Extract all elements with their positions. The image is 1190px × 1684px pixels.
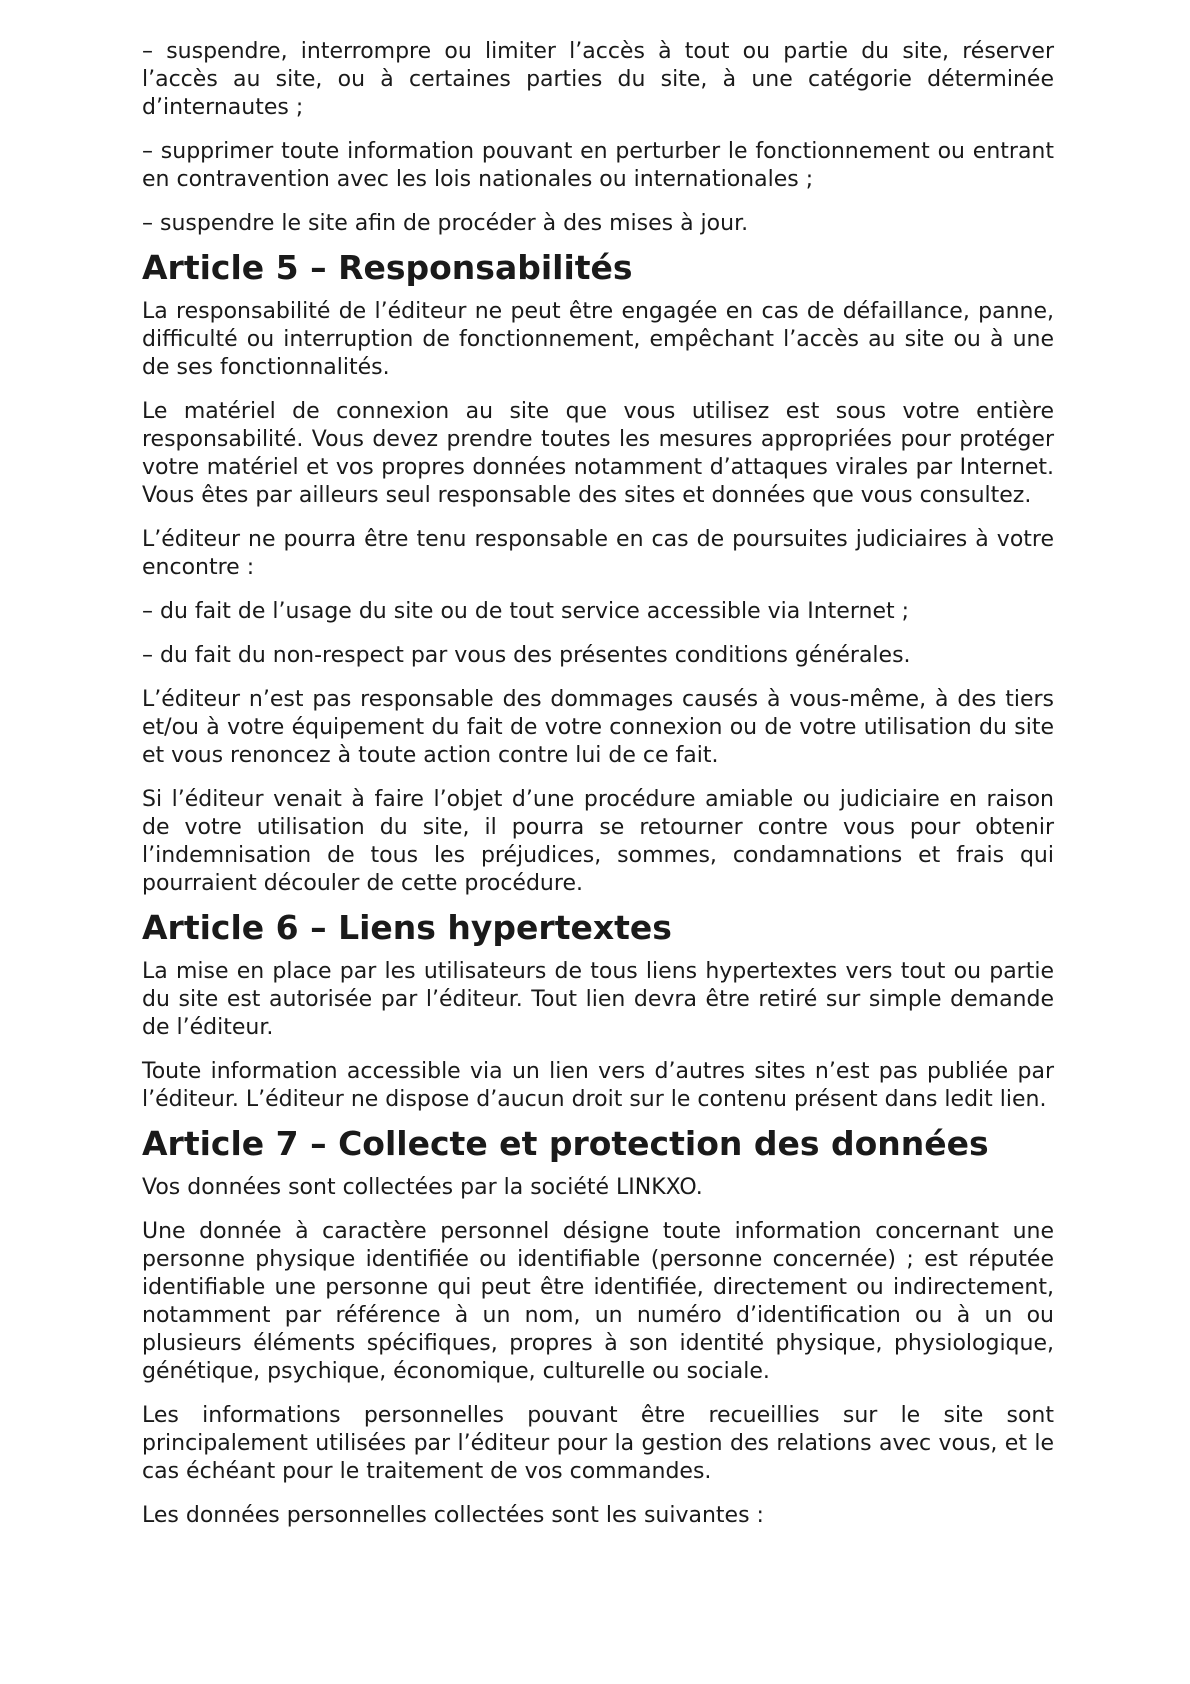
article-5-paragraph-1: La responsabilité de l’éditeur ne peut être engagée en cas de défaillance, panne, difficulté ou interruption de fonctionnement, empêchant l’accès au site ou à une de ses fonctionnalités. <box>142 299 1054 380</box>
list-item-usage-site: – du fait de l’usage du site ou de tout service accessible via Internet ; <box>142 599 910 624</box>
article-6-heading: Article 6 – Liens hypertextes <box>142 908 672 947</box>
list-item-non-respect: – du fait du non-respect par vous des présentes conditions générales. <box>142 643 911 668</box>
article-6-paragraph-1: La mise en place par les utilisateurs de tous liens hypertextes vers tout ou partie du site est autorisée par l’éditeur. Tout lien devra être retiré sur simple demande de l’éditeur. <box>142 959 1054 1040</box>
article-7-heading: Article 7 – Collecte et protection des données <box>142 1124 989 1163</box>
list-item-suspendre-acces: – suspendre, interrompre ou limiter l’accès à tout ou partie du site, réserver l’accès au site, ou à certaines parties du site, à une catégorie déterminée d’internautes ; <box>142 39 1054 120</box>
article-7-paragraph-1: Vos données sont collectées par la société LINKXO. <box>142 1175 703 1200</box>
article-7-paragraph-2: Une donnée à caractère personnel désigne toute information concernant une personne physique identifiée ou identifiable (personne concernée) ; est réputée identifiable une personne qui peut être identifiée, directement ou indirectement, notamment par référence à un nom, un numéro d’identification ou à un ou plusieurs éléments spécifiques, propres à son identité physique, physiologique, génétique, psychique, économique, culturelle ou sociale. <box>142 1219 1054 1384</box>
article-5-paragraph-3: L’éditeur ne pourra être tenu responsable en cas de poursuites judiciaires à votre encontre : <box>142 527 1054 580</box>
article-6-paragraph-2: Toute information accessible via un lien vers d’autres sites n’est pas publiée par l’éditeur. L’éditeur ne dispose d’aucun droit sur le contenu présent dans ledit lien. <box>142 1059 1054 1112</box>
list-item-supprimer-information: – supprimer toute information pouvant en perturber le fonctionnement ou entrant en contravention avec les lois nationales ou internationales ; <box>142 139 1054 192</box>
list-item-mises-a-jour: – suspendre le site afin de procéder à des mises à jour. <box>142 211 749 236</box>
article-5-heading: Article 5 – Responsabilités <box>142 248 633 287</box>
article-5-paragraph-2: Le matériel de connexion au site que vous utilisez est sous votre entière responsabilité. Vous devez prendre toutes les mesures appropriées pour protéger votre matériel et vos propres données notamment d’attaques virales par Internet. Vous êtes par ailleurs seul responsable des sites et données que vous consultez. <box>142 399 1054 508</box>
document-page <box>142 38 1054 1546</box>
article-7-paragraph-4: Les données personnelles collectées sont les suivantes : <box>142 1503 764 1528</box>
article-7-paragraph-3: Les informations personnelles pouvant être recueillies sur le site sont principalement utilisées par l’éditeur pour la gestion des relations avec vous, et le cas échéant pour le traitement de vos commandes. <box>142 1403 1054 1484</box>
article-5-paragraph-5: Si l’éditeur venait à faire l’objet d’une procédure amiable ou judiciaire en raison de votre utilisation du site, il pourra se retourner contre vous pour obtenir l’indemnisation de tous les préjudices, sommes, condamnations et frais qui pourraient découler de cette procédure. <box>142 787 1054 896</box>
article-5-paragraph-4: L’éditeur n’est pas responsable des dommages causés à vous-même, à des tiers et/ou à votre équipement du fait de votre connexion ou de votre utilisation du site et vous renoncez à toute action contre lui de ce fait. <box>142 687 1054 768</box>
